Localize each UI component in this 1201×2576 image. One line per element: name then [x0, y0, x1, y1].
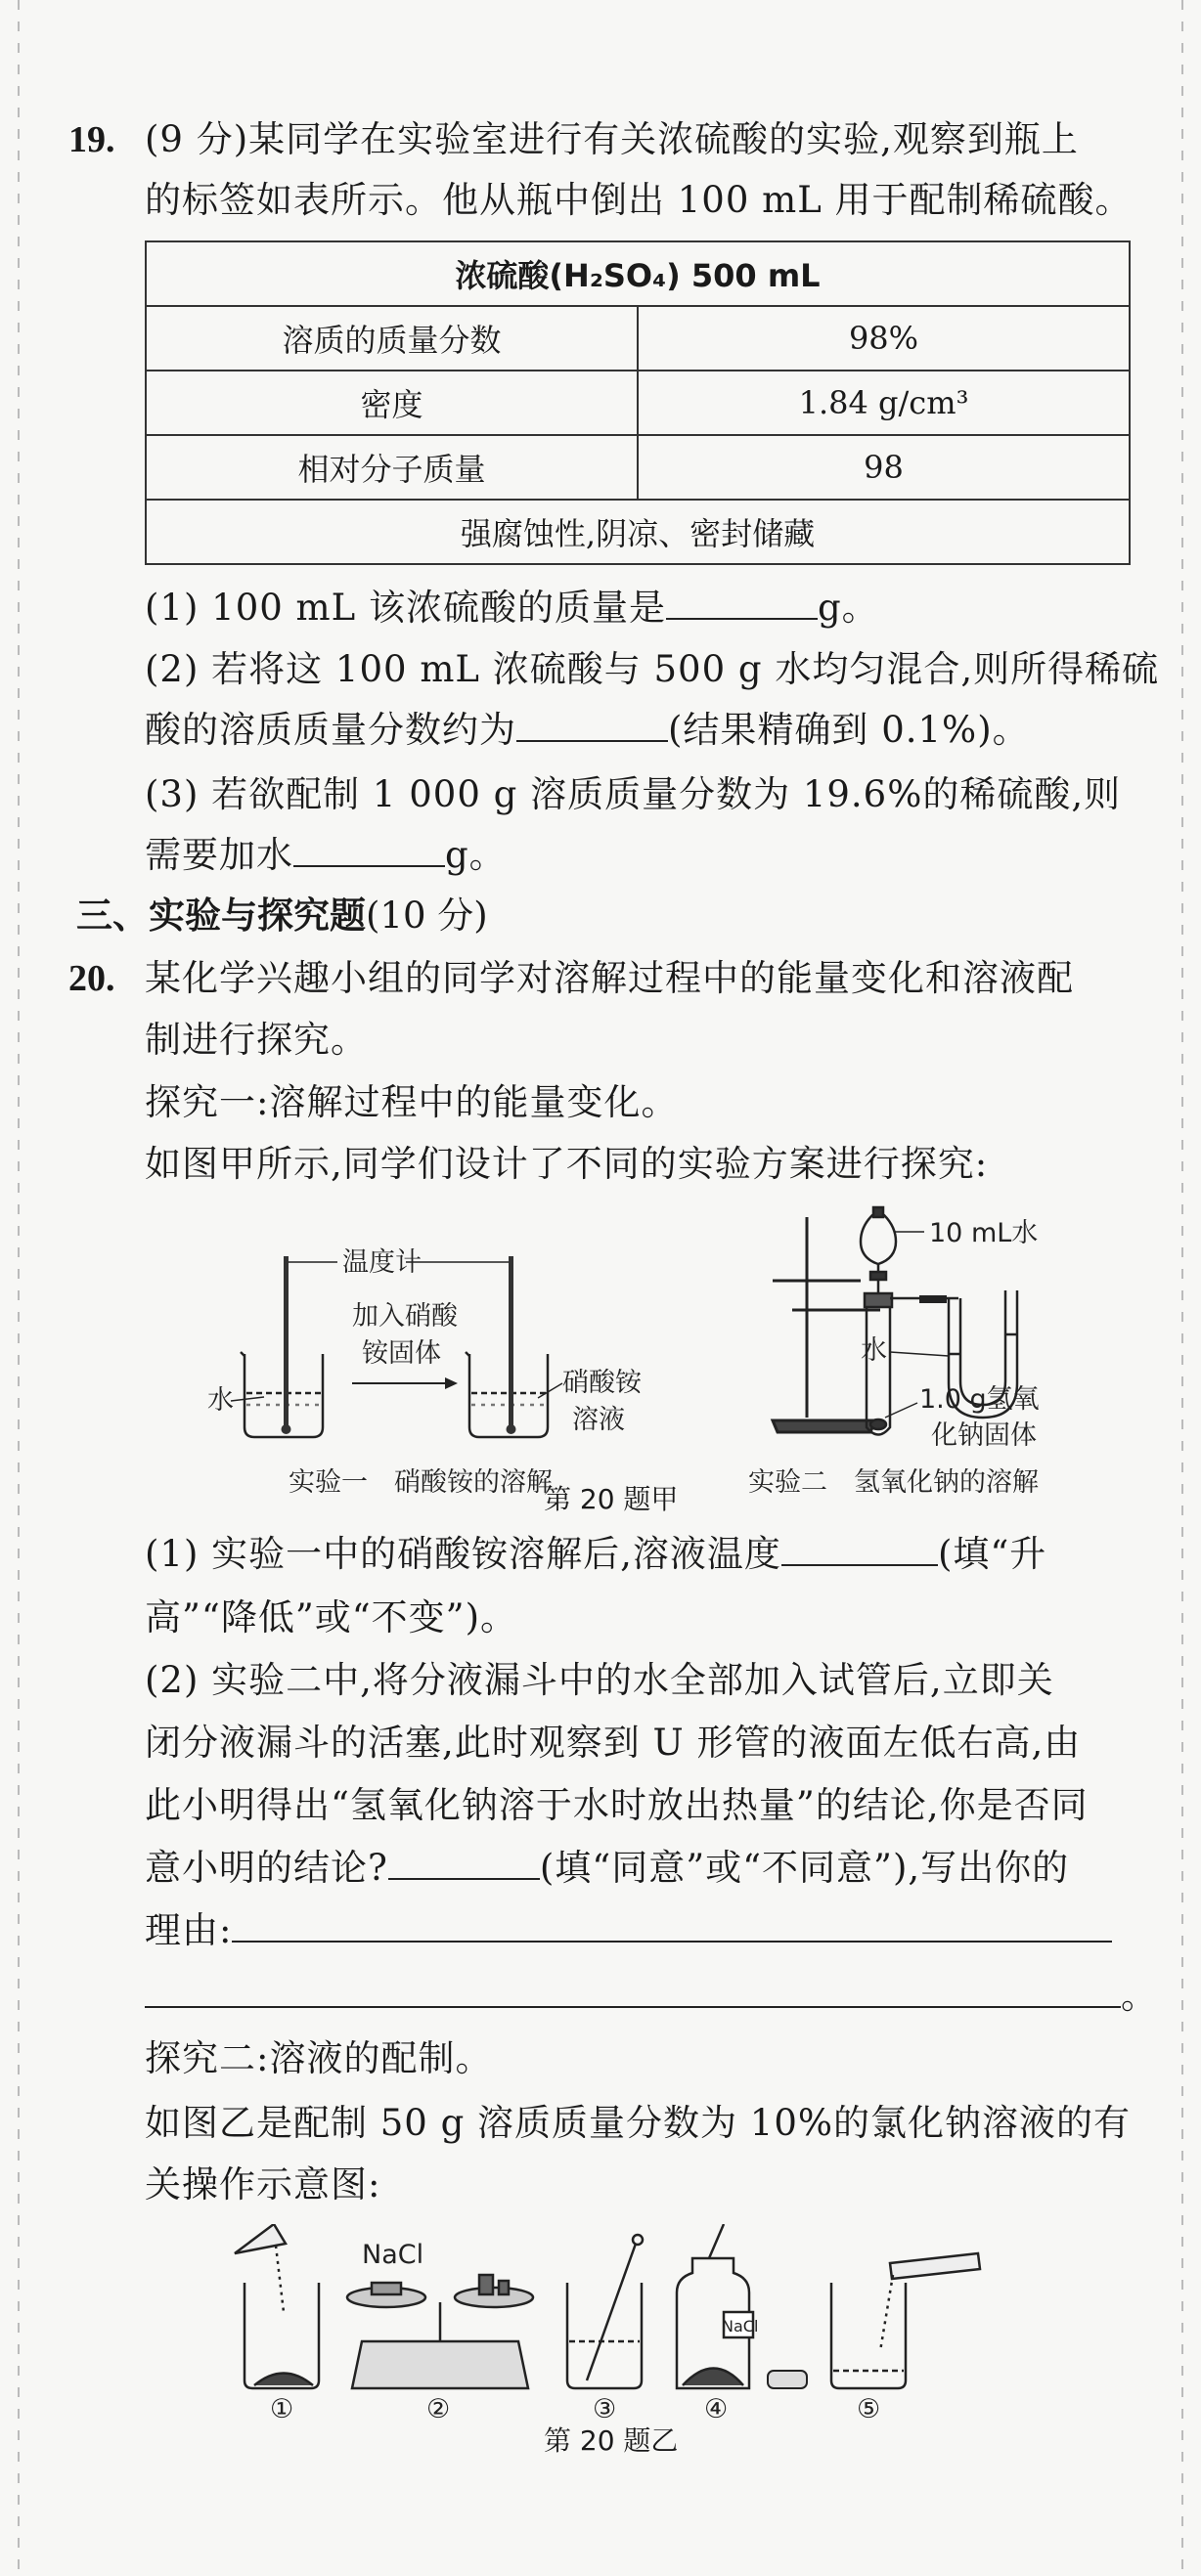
label-row-name: 相对分子质量	[146, 435, 638, 500]
thermometer-1	[282, 1256, 291, 1434]
answer-blank[interactable]	[388, 1845, 540, 1880]
section-3-score: (10 分)	[366, 895, 488, 937]
q19-part3-unit: g。	[445, 834, 507, 876]
label-row-value: 98	[638, 435, 1130, 500]
q20-part2-line1: (2) 实验二中,将分液漏斗中的水全部加入试管后,立即关	[145, 1659, 1054, 1701]
q20-line2: 制进行探究。	[145, 1019, 368, 1061]
label-title: 浓硫酸(H₂SO₄) 500 mL	[146, 241, 1130, 306]
q20-line1: 某化学兴趣小组的同学对溶解过程中的能量变化和溶液配	[145, 957, 1074, 999]
q20-part2-line3: 此小明得出“氢氧化钠溶于水时放出热量”的结论,你是否同	[145, 1784, 1089, 1826]
q19-part3-text: 需要加水	[145, 834, 293, 876]
figure-20-yi-caption: 第 20 题乙	[544, 2424, 679, 2457]
q19-part3-line2	[145, 831, 507, 880]
label-naoh-2: 化钠固体	[931, 1420, 1037, 1451]
reason-blank[interactable]	[232, 1907, 1112, 1943]
q20-fig2-intro1: 如图乙是配制 50 g 溶质质量分数为 10%的氯化钠溶液的有	[145, 2102, 1132, 2144]
q19-part2-note: (结果精确到 0.1%)。	[668, 709, 1030, 751]
answer-blank[interactable]	[293, 832, 445, 867]
step-1-pour-solid	[235, 2224, 319, 2388]
caption-exp2: 实验二 氢氧化钠的溶解	[748, 1467, 1039, 1498]
step-3-stirring	[567, 2235, 643, 2388]
separatory-funnel	[861, 1207, 896, 1295]
beaker-1	[241, 1352, 323, 1437]
section-3-title: 三、实验与探究题	[76, 895, 366, 937]
step-number-1: ①	[270, 2394, 294, 2420]
q19-part2-text: 酸的溶质质量分数约为	[145, 709, 516, 751]
reason-blank-2[interactable]	[145, 1973, 1121, 2008]
q19-line2: 的标签如表所示。他从瓶中倒出 100 mL 用于配制稀硫酸。	[145, 179, 1133, 221]
label-row-name: 溶质的质量分数	[146, 306, 638, 371]
q20-part1-note: (填“升	[937, 1533, 1047, 1575]
label-naoh-1: 1.0 g氢氧	[919, 1384, 1040, 1415]
q19-part2-line2	[145, 706, 1030, 755]
label-thermometer: 温度计	[342, 1247, 422, 1278]
q20-part1-line2: 高”“降低”或“不变”)。	[145, 1596, 518, 1638]
reaction-arrowhead	[445, 1377, 458, 1389]
label-footer: 强腐蚀性,阴凉、密封储藏	[146, 500, 1130, 564]
label-row-value: 98%	[638, 306, 1130, 371]
q20-part2-line4	[145, 1844, 1069, 1893]
label-water-2: 水	[861, 1335, 887, 1366]
label-10ml-water: 10 mL水	[929, 1218, 1039, 1248]
step-number-3: ③	[593, 2394, 617, 2420]
q20-reason-label: 理由:	[145, 1909, 233, 1951]
section-3-heading	[76, 892, 488, 940]
label-row-name: 密度	[146, 371, 638, 435]
label-water: 水	[207, 1385, 234, 1416]
step-4-bottle	[677, 2224, 753, 2388]
q20-part2-text: 意小明的结论?	[145, 1847, 388, 1889]
figure-20-jia	[186, 1198, 1125, 1520]
q20-fig-intro: 如图甲所示,同学们设计了不同的实验方案进行探究:	[145, 1143, 989, 1185]
answer-blank[interactable]	[516, 707, 668, 742]
step-5-pour-water	[831, 2253, 980, 2388]
step-number-5: ⑤	[857, 2394, 881, 2420]
q20-explore2: 探究二:溶液的配制。	[145, 2037, 493, 2079]
label-solution-1: 硝酸铵	[562, 1368, 642, 1398]
beaker-2	[466, 1352, 548, 1437]
q20-reason-line2	[145, 1972, 1158, 2021]
question-20-number: 20.	[68, 958, 115, 999]
q20-part1-text: (1) 实验一中的硝酸铵溶解后,溶液温度	[145, 1533, 781, 1575]
rubber-tube	[919, 1295, 947, 1303]
label-add-1: 加入硝酸	[352, 1301, 458, 1332]
label-add-2: 铵固体	[362, 1338, 441, 1369]
label-row-value: 1.84 g/cm³	[638, 371, 1130, 435]
q19-part1-unit: g。	[817, 587, 879, 629]
q20-part2-note: (填“同意”或“不同意”),写出你的	[539, 1847, 1070, 1889]
q20-part1-line1	[145, 1530, 1046, 1579]
q19-line1: (9 分)某同学在实验室进行有关浓硫酸的实验,观察到瓶上	[145, 118, 1079, 160]
caption-exp1: 实验一 硝酸铵的溶解	[289, 1467, 553, 1498]
bottle-stopper	[768, 2371, 807, 2388]
step-number-4: ④	[704, 2394, 729, 2420]
label-bottle-nacl: NaCl	[722, 2317, 759, 2336]
step-2-balance	[347, 2275, 533, 2388]
q20-reason-end: 。	[1121, 1975, 1158, 2017]
q19-part2-line1: (2) 若将这 100 mL 浓硫酸与 500 g 水均匀混合,则所得稀硫	[145, 648, 1160, 690]
q20-reason-line	[145, 1906, 1112, 1955]
label-nacl: NaCl	[362, 2240, 424, 2270]
label-solution-2: 溶液	[572, 1405, 625, 1435]
q20-fig2-intro2: 关操作示意图:	[145, 2163, 381, 2205]
margin-line-right	[1181, 0, 1183, 2576]
answer-blank[interactable]	[666, 585, 818, 620]
step-number-2: ②	[426, 2394, 451, 2420]
q20-explore1: 探究一:溶解过程中的能量变化。	[145, 1081, 679, 1123]
q19-part3-line1: (3) 若欲配制 1 000 g 溶质质量分数为 19.6%的稀硫酸,则	[145, 773, 1122, 815]
q19-part1	[145, 584, 879, 633]
stand	[773, 1217, 880, 1432]
thermometer-2	[507, 1256, 516, 1434]
margin-line-left	[18, 0, 20, 2576]
acid-label-table	[145, 240, 1131, 565]
figure-20-jia-caption: 第 20 题甲	[544, 1483, 679, 1515]
question-19-number: 19.	[68, 119, 115, 160]
q20-part2-line2: 闭分液漏斗的活塞,此时观察到 U 形管的液面左低右高,由	[145, 1722, 1082, 1764]
answer-blank[interactable]	[781, 1531, 938, 1566]
q19-part1-text: (1) 100 mL 该浓硫酸的质量是	[145, 587, 666, 629]
figure-20-yi	[215, 2224, 1076, 2420]
